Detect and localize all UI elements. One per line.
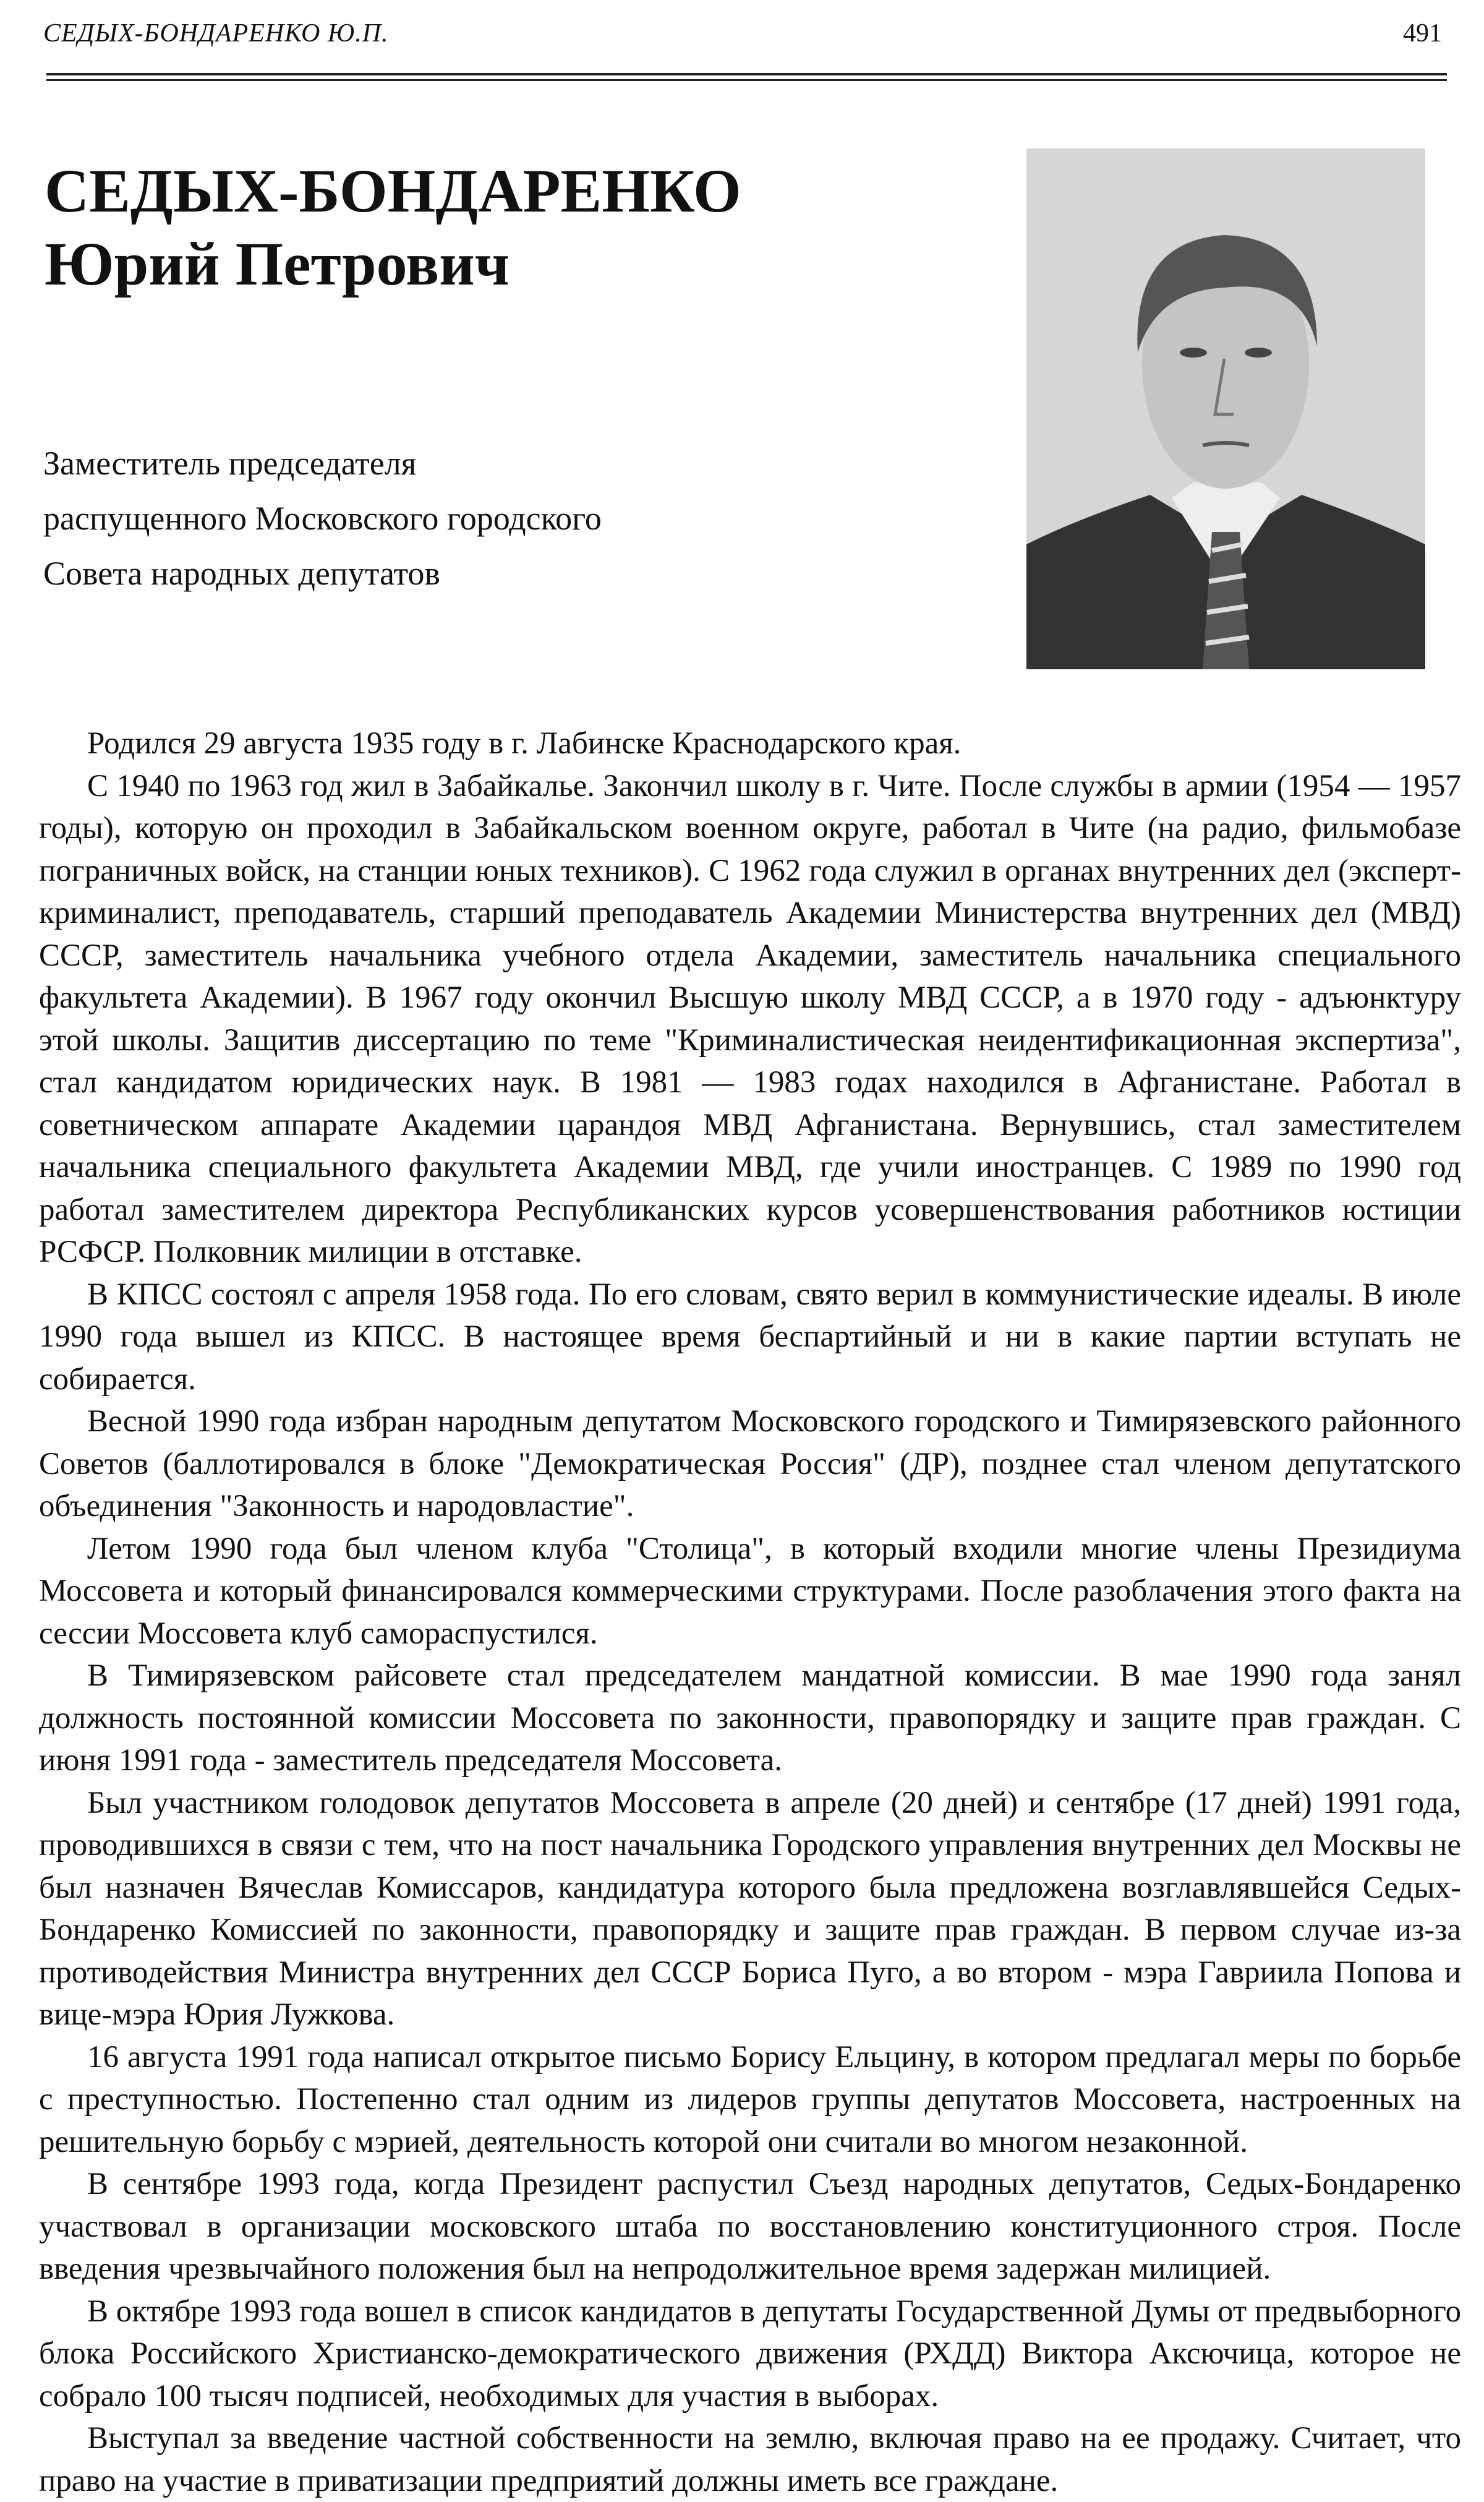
paragraph: Весной 1990 года избран народным депутатом Московского городского и Тимирязевского районного Советов (баллотировался в блоке "Демократическая Россия" (ДР), позднее стал членом депутатского объединения "Законность и народовластие". (39, 1404, 1461, 1523)
paragraph: Родился 29 августа 1935 году в г. Лабинске Краснодарского края. (87, 726, 962, 761)
paragraph: В октябре 1993 года вошел в список кандидатов в депутаты Государственной Думы от предвыборного блока Российского Христианско-демократического движения (РХДД) Виктора Аксючица, которое не собрало 100 тысяч подписей, необходимых для участия в выборах. (39, 2294, 1461, 2414)
paragraph: Летом 1990 года был членом клуба "Столица", в который входили многие члены Президиума Моссовета и который финансировался коммерческими структурами. После разоблачения этого факта на сессии Моссовета клуб самораспустился. (39, 1531, 1461, 1651)
title-given-names: Юрий Петрович (45, 229, 510, 298)
paragraph: 16 августа 1991 года написал открытое письмо Борису Ельцину, в котором предлагал меры по борьбе с преступностью. Постепенно стал одним из лидеров группы депутатов Моссовета, настроенных на решительную борьбу с мэрией, деятельность которой они считали во многом незаконной. (39, 2039, 1461, 2159)
page-number: 491 (1403, 19, 1442, 48)
portrait-photo (1026, 148, 1425, 669)
biography-text (39, 722, 1461, 2502)
page-title (45, 155, 741, 301)
paragraph: Был участником голодовок депутатов Моссовета в апреле (20 дней) и сентябре (17 дней) 1991 года, проводившихся в связи с тем, что на пост начальника Городского управления внутренних дел Москвы не был назначен Вячеслав Комиссаров, кандидатура которого была предложена возглавлявшейся Седых-Бондаренко Комиссией по законности, правопорядку и защите прав граждан. В первом случае из-за противодействия Министра внутренних дел СССР Бориса Пуго, а во втором - мэра Гавриила Попова и вице-мэра Юрия Лужкова. (39, 1785, 1461, 2032)
paragraph: С 1940 по 1963 год жил в Забайкалье. Закончил школу в г. Чите. После службы в армии (1954 — 1957 годы), которую он проходил в Забайкальском военном округе, работал в Чите (на радио, фильмобазе пограничных войск, на станции юных техников). С 1962 года служил в органах внутренних дел (эксперт-криминалист, преподаватель, старший преподаватель Академии Министерства внутренних дел (МВД) СССР, заместитель начальника учебного отдела Академии, заместитель начальника специального факультета Академии). В 1967 году окончил Высшую школу МВД СССР, а в 1970 году - адъюнктуру этой школы. Защитив диссертацию по теме "Криминалистическая неидентификационная экспертиза", стал кандидатом юридических наук. В 1981 — 1983 годах находился в Афганистане. Работал в советническом аппарате Академии царандоя МВД Афганистана. Вернувшись, стал заместителем начальника специального факультета Академии МВД, где учили иностранцев. С 1989 по 1990 год работал заместителем директора Республиканских курсов усовершенствования работников юстиции РСФСР. Полковник милиции в отставке. (39, 768, 1461, 1269)
header-rule (46, 73, 1447, 75)
paragraph: Выступал за введение частной собственности на землю, включая право на ее продажу. Считает, что право на участие в приватизации предприятий должны иметь все граждане. (39, 2421, 1461, 2498)
running-head: СЕДЫХ-БОНДАРЕНКО Ю.П. (43, 19, 389, 48)
paragraph: В Тимирязевском райсовете стал председателем мандатной комиссии. В мае 1990 года занял должность постоянной комиссии Моссовета по законности, правопорядку и защите прав граждан. С июня 1991 года - заместитель председателя Моссовета. (39, 1658, 1461, 1778)
paragraph: В КПСС состоял с апреля 1958 года. По его словам, свято верил в коммунистические идеалы. В июле 1990 года вышел из КПСС. В настоящее время беспартийный и ни в какие партии вступать не собирается. (39, 1277, 1461, 1397)
subtitle (43, 436, 602, 601)
subtitle-line: Заместитель председателя (43, 445, 417, 482)
paragraph: В сентябре 1993 года, когда Президент распустил Съезд народных депутатов, Седых-Бондаренко участвовал в организации московского штаба по восстановлению конституционного строя. После введения чрезвычайного положения был на непродолжительное время задержан милицией. (39, 2167, 1461, 2286)
subtitle-line: распущенного Московского городского (43, 500, 602, 537)
title-surname: СЕДЫХ-БОНДАРЕНКО (45, 156, 741, 225)
header-rule-2 (46, 79, 1447, 81)
subtitle-line: Совета народных депутатов (43, 555, 440, 592)
